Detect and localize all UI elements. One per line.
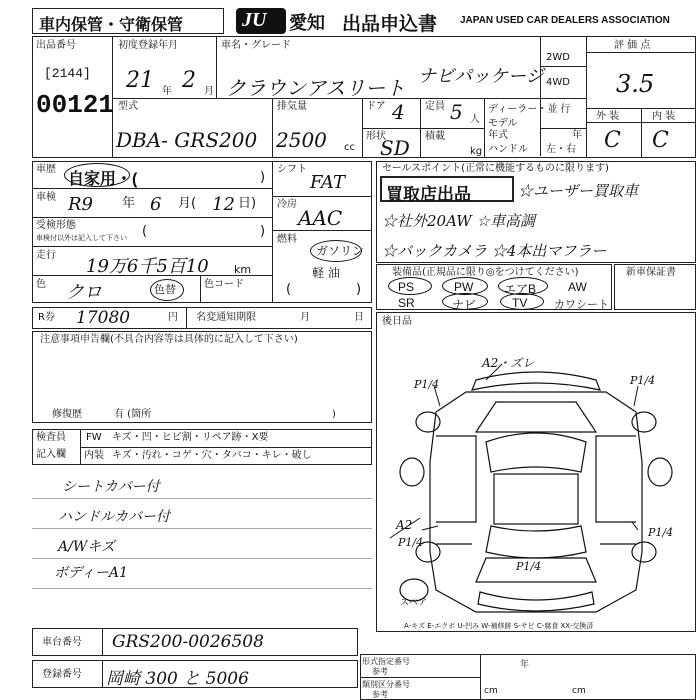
form-title: 出品申込書 (342, 14, 438, 35)
lot-label: 出品番号 (36, 40, 76, 51)
capacity-value: 5 (450, 100, 463, 124)
history-label: 車歴 (36, 164, 56, 175)
equip-sr: SR (398, 296, 415, 310)
displacement-label: 排気量 (277, 101, 307, 112)
exterior-grade: C (604, 128, 621, 153)
note-3: A/Wキズ (58, 539, 115, 555)
repair-value: 有 (箇所 (114, 409, 152, 420)
association-name: JAPAN USED CAR DEALERS ASSOCIATION (460, 15, 670, 26)
selling-points-label: セールスポイント(正常に機能するものに限ります) (382, 163, 609, 174)
equip-seat: カワシート (554, 299, 609, 311)
shape-value: SD (380, 136, 410, 160)
warranty-label: 新車保証書 (626, 267, 676, 278)
doors-value: 4 (392, 100, 405, 124)
annot-top: A2・ズレ (482, 356, 535, 370)
equip-airbag: エアB (504, 282, 537, 296)
rear-label: 後日品 (382, 316, 412, 327)
handle-options: 左・右 (546, 144, 576, 155)
rating-value: 3.5 (616, 70, 655, 98)
displacement-value: 2500 (276, 128, 327, 152)
ju-logo: JU (236, 8, 286, 34)
aircon-label: 冷房 (277, 199, 297, 210)
shift-value: FAT (310, 172, 345, 193)
repair-label: 修復歴 (52, 409, 82, 420)
form-sign-label: 形式指定番号 (362, 657, 410, 666)
first-reg-label: 初度登録年月 (118, 40, 178, 51)
check-row-1: キズ・凹・ヒビ割・リペア跡・X要 (112, 432, 269, 443)
handle-label: ハンドル (488, 144, 528, 155)
fuel-diesel: 軽 油 (312, 266, 340, 280)
class-label: 類別区分番号 (362, 680, 410, 689)
equip-ps: PS (398, 280, 415, 294)
lot-number: 00121 (36, 90, 115, 120)
dealer-label: ディーラー・並 行 (488, 104, 571, 115)
color-label: 色 (36, 279, 46, 290)
car-diagram (376, 312, 696, 632)
model-label: 型式 (118, 101, 138, 112)
equip-pw: PW (454, 280, 474, 294)
damage-legend: A-キズ E-エクボ U-凹み W-補修跡 S-サビ C-腐食 XX-交換済 (404, 622, 594, 630)
selling-highlight: 買取店出品 (386, 185, 471, 204)
color-code-label: 色コード (204, 279, 244, 290)
selling-line-2: ☆社外20AW ☆車高調 (382, 212, 535, 230)
storage-title-box (32, 8, 224, 34)
shift-label: シフト (277, 164, 307, 175)
history-value: 自家用・( (68, 171, 138, 188)
inspection-label: 車検 (36, 192, 56, 203)
receive-label: 受検形態 (36, 220, 76, 231)
model-value: DBA- GRS200 (116, 128, 258, 152)
doors-label: ドア (366, 101, 386, 112)
note-1: シートカバー付 (62, 479, 160, 495)
aircon-value: AAC (298, 206, 343, 230)
annot-left: A2 (396, 518, 413, 532)
car-name-label: 車名・グレード (221, 40, 291, 51)
dent-4: P1/4 (648, 526, 674, 539)
mileage-label: 走行 (36, 250, 56, 261)
notes-label: 注意事項申告欄(不具合内容等は具体的に記入して下さい) (40, 334, 298, 345)
interior-label: 内 装 (652, 111, 676, 122)
dent-1: P1/4 (414, 378, 440, 391)
lot-code: [2144] (44, 66, 91, 81)
plate-label: 登録番号 (42, 669, 82, 680)
exterior-label: 外 装 (596, 111, 620, 122)
capacity-label: 定員 (425, 101, 445, 112)
dealer-year: 年式 (488, 130, 508, 141)
selling-line-3: ☆バックカメラ ☆4本出マフラー (382, 242, 607, 260)
plate-value: 岡崎 300 と 5006 (106, 669, 249, 689)
check-row-2: キズ・汚れ・コゲ・穴・タバコ・キレ・破し (112, 450, 312, 461)
shape-label: 形状 (366, 131, 386, 142)
equip-tv: TV (512, 296, 528, 310)
first-reg-month: 2 (182, 68, 196, 93)
name-change-label: 名変通知期限 (196, 312, 256, 323)
interior-grade: C (652, 128, 669, 153)
inspection-month: 6 (150, 194, 162, 215)
org-name: 愛知 (289, 13, 325, 33)
equip-aw: AW (568, 280, 587, 294)
dent-2: P1/4 (630, 374, 656, 387)
rating-label: 評 価 点 (614, 40, 651, 51)
inspection-day: 12 (212, 194, 235, 215)
equipment-label: 装備品(正規品に限り◎をつけてください) (392, 267, 579, 278)
first-reg-year: 21 (126, 68, 154, 93)
dent-5: P1/4 (516, 560, 542, 573)
storage-title: 車内保管・守衛保管 (39, 17, 184, 34)
car-name: クラウンアスリート (226, 76, 406, 100)
note-2: ハンドルカバー付 (58, 509, 170, 525)
selling-line-1: ☆ユーザー買取車 (518, 182, 639, 200)
drive-2wd: 2WD (546, 52, 570, 63)
fuel-gas: ガソリン (316, 244, 365, 258)
spare-label: スペア (400, 598, 428, 608)
car-grade: ナビパッケージ (418, 66, 544, 87)
dent-3: P1/4 (398, 536, 424, 549)
note-4: ボディーA1 (54, 565, 128, 581)
r-coupon-label: R券 (38, 312, 55, 323)
mileage-value: 19万6千5百10 (86, 256, 209, 277)
history-circle (64, 163, 130, 187)
equip-navi: ナビ (452, 298, 477, 312)
fuel-label: 燃料 (277, 234, 297, 245)
drive-4wd: 4WD (546, 77, 570, 88)
r-coupon-value: 17080 (76, 308, 131, 328)
color-change: 色替 (154, 283, 176, 296)
year-box-label: 年 (520, 660, 530, 670)
load-label: 積載 (425, 131, 445, 142)
inspection-era: R9 (68, 194, 94, 215)
color-value: クロ (66, 282, 102, 303)
chassis-label: 車台番号 (42, 637, 82, 648)
chassis-value: GRS200-0026508 (112, 632, 264, 652)
dealer-model: モデル (488, 118, 518, 129)
